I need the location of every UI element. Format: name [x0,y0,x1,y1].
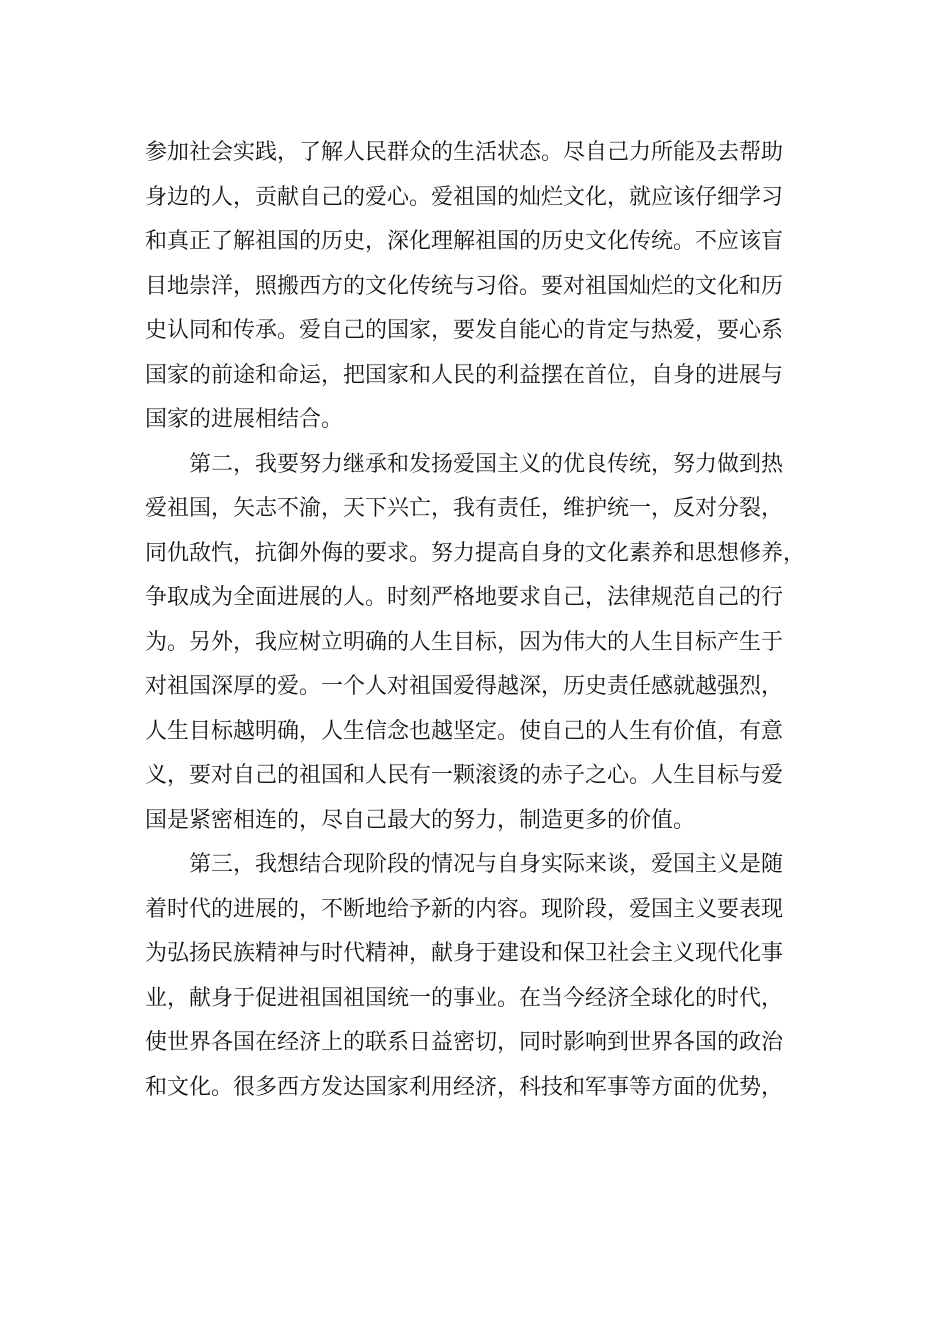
text-line: 国家的前途和命运，把国家和人民的利益摆在首位，自身的进展与 [145,362,784,388]
text-line: 国家的进展相结合。 [145,407,344,432]
text-line: 为弘扬民族精神与时代精神，献身于建设和保卫社会主义现代化事 [145,941,784,966]
text-line: 为。另外，我应树立明确的人生目标，因为伟大的人生目标产生于 [145,629,784,655]
text-line: 史认同和传承。爱自己的国家，要发自能心的肯定与热爱，要心系 [145,318,784,343]
text-line: 对祖国深厚的爱。一个人对祖国爱得越深，历史责任感就越强烈， [145,674,784,699]
text-line: 义，要对自己的祖国和人民有一颗滚烫的赤子之心。人生目标与爱 [145,763,784,788]
text-line: 爱祖国，矢志不渝，天下兴亡，我有责任，维护统一，反对分裂， [145,496,784,521]
text-line: 争取成为全面进展的人。时刻严格地要求自己，法律规范自己的行 [145,585,784,610]
text-line: 身边的人，贡献自己的爱心。爱祖国的灿烂文化，就应该仔细学习 [145,184,784,210]
text-line: 着时代的进展的，不断地给予新的内容。现阶段，爱国主义要表现 [145,896,784,922]
text-line: 和文化。很多西方发达国家利用经济，科技和军事等方面的优势， [145,1074,784,1100]
text-line: 和真正了解祖国的历史，深化理解祖国的历史文化传统。不应该盲 [145,229,784,254]
text-line: 业，献身于促进祖国祖国统一的事业。在当今经济全球化的时代， [145,985,784,1011]
text-line: 人生目标越明确，人生信念也越坚定。使自己的人生有价值，有意 [145,718,784,744]
body-text [145,131,815,1110]
text-line: 目地崇洋，照搬西方的文化传统与习俗。要对祖国灿烂的文化和历 [145,273,784,299]
text-line: 第三，我想结合现阶段的情况与自身实际来谈，爱国主义是随 [189,852,784,877]
text-line: 参加社会实践，了解人民群众的生活状态。尽自己力所能及去帮助 [145,140,784,165]
text-line: 国是紧密相连的，尽自己最大的努力，制造更多的价值。 [145,807,696,833]
text-line: 使世界各国在经济上的联系日益密切，同时影响到世界各国的政治 [145,1030,784,1055]
text-line: 第二，我要努力继承和发扬爱国主义的优良传统，努力做到热 [189,451,784,477]
text-line: 同仇敌忾，抗御外侮的要求。努力提高自身的文化素养和思想修养， [145,540,806,566]
